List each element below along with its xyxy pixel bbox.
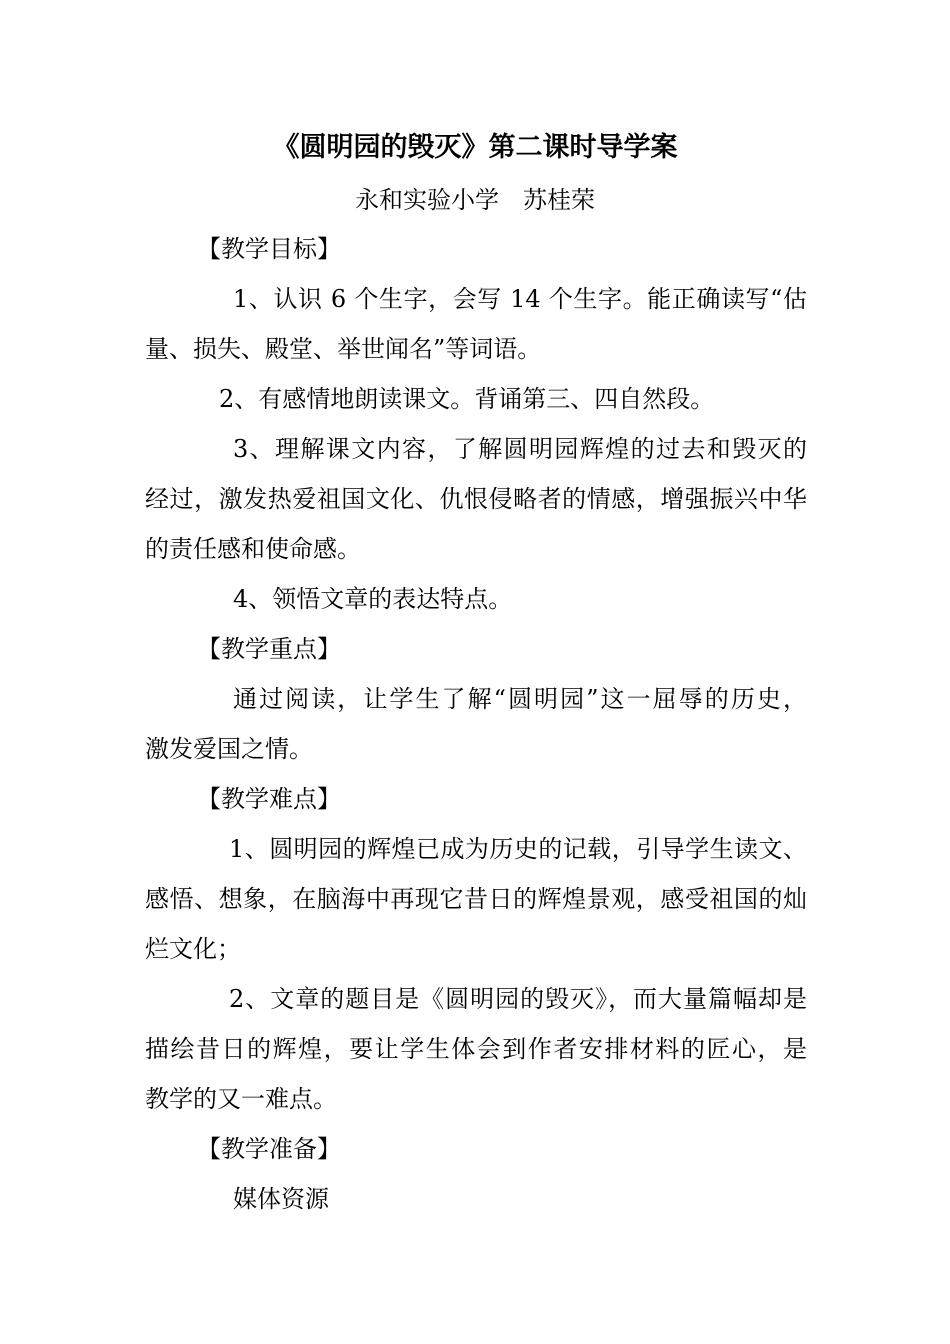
paragraph-line: 1、认识 6 个生字，会写 14 个生字。能正确读写“估 (233, 285, 807, 313)
section-heading-preparation: 【教学准备】 (197, 1135, 341, 1163)
section-heading-goals: 【教学目标】 (197, 235, 341, 263)
paragraph-line: 通过阅读，让学生了解“圆明园”这一屈辱的历史， (233, 685, 807, 713)
paragraph-line: 感悟、想象，在脑海中再现它昔日的辉煌景观，感受祖国的灿 (145, 885, 807, 913)
author-line: 永和实验小学 苏桂荣 (355, 186, 595, 214)
page-title: 《圆明园的毁灭》第二课时导学案 (272, 132, 678, 163)
section-heading-difficulties: 【教学难点】 (197, 785, 341, 813)
paragraph-line: 经过，激发热爱祖国文化、仇恨侵略者的情感，增强振兴中华 (145, 485, 807, 513)
paragraph-line: 激发爱国之情。 (145, 735, 313, 763)
paragraph-line: 量、损失、殿堂、举世闻名”等词语。 (145, 335, 542, 363)
document-body (145, 224, 807, 1224)
paragraph-line: 1、圆明园的辉煌已成为历史的记载，引导学生读文、 (229, 835, 807, 863)
paragraph-line: 教学的又一难点。 (145, 1085, 337, 1113)
paragraph-line: 的责任感和使命感。 (145, 535, 361, 563)
paragraph-line: 4、领悟文章的表达特点。 (233, 585, 513, 613)
section-heading-key-points: 【教学重点】 (197, 635, 341, 663)
paragraph-line: 2、文章的题目是《圆明园的毁灭》，而大量篇幅却是 (229, 985, 807, 1013)
paragraph-line: 2、有感情地朗读课文。背诵第三、四自然段。 (219, 385, 715, 413)
paragraph-line: 描绘昔日的辉煌，要让学生体会到作者安排材料的匠心，是 (145, 1035, 807, 1063)
paragraph-line: 媒体资源 (233, 1185, 329, 1213)
paragraph-line: 3、理解课文内容，了解圆明园辉煌的过去和毁灭的 (233, 435, 807, 463)
paragraph-line: 烂文化； (145, 935, 241, 963)
